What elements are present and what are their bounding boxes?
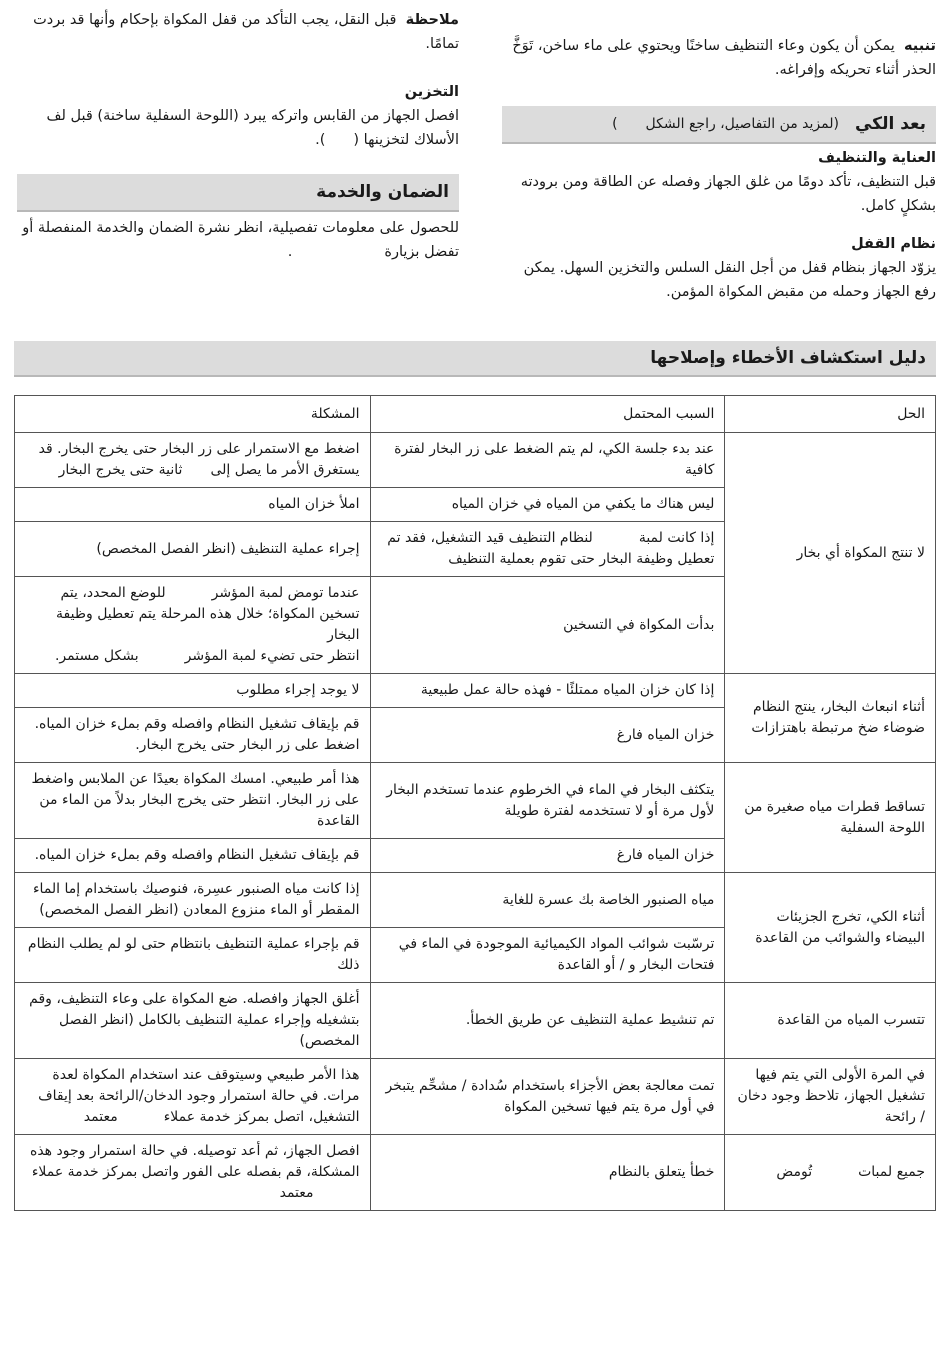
troubleshooting-title: دليل استكشاف الأخطاء وإصلاحها [650, 348, 926, 368]
solution-cell: قم بإيقاف تشغيل النظام وافصله وقم بملء خزان المياه. اضغط على زر البخار حتى يخرج البخار. [15, 708, 371, 763]
solution-cell: هذا أمر طبيعي. امسك المكواة بعيدًا عن الملابس واضغط على زر البخار. انتظر حتى يخرج البخار بدلاً من الماء من القاعدة [15, 763, 371, 839]
warranty-title: الضمان والخدمة [316, 182, 449, 202]
lock-text: يزوّد الجهاز بنظام قفل من أجل النقل السلس والتخزين السهل. يمكن رفع الجهاز وحمله من مقبض المكواة المؤمن. [523, 260, 936, 300]
problem-cell: جميع لمباتتُومض [725, 1135, 936, 1211]
solution-cell: إذا كانت مياه الصنبور عسِرة، فنوصيك باستخدام إما الماء المقطر أو الماء منزوع المعادن (انظر الفصل المخصص) [15, 873, 371, 928]
caution-text: يمكن أن يكون وعاء التنظيف ساخنًا ويحتوي على ماء ساخن، تَوَخَّ الحذر أثناء تحريكه وإفراغه. [512, 38, 936, 78]
problem-cell: تتسرب المياه من القاعدة [725, 983, 936, 1059]
table-row [15, 763, 936, 839]
cause-cell: مياه الصنبور الخاصة بك عسرة للغاية [370, 873, 725, 928]
problem-cell: في المرة الأولى التي يتم فيها تشغيل الجهاز، تلاحظ وجود دخان / رائحة [725, 1059, 936, 1135]
cause-cell: إذا كان خزان المياه ممتلئًا - فهذه حالة عمل طبيعية [370, 674, 725, 708]
warranty-text: للحصول على معلومات تفصيلية، انظر نشرة الضمان والخدمة المنفصلة أو تفضل بزيارة. [22, 220, 459, 260]
care-text: قبل التنظيف، تأكد دومًا من غلق الجهاز وفصله عن الطاقة ومن برودته بشكلٍ كامل. [520, 174, 936, 214]
cause-cell: خطأ يتعلق بالنظام [370, 1135, 725, 1211]
problem-cell: تساقط قطرات مياه صغيرة من اللوحة السفلية [725, 763, 936, 873]
table-row [15, 1059, 936, 1135]
cause-cell: بدأت المكواة في التسخين [370, 577, 725, 674]
right-column [502, 34, 936, 314]
troubleshooting-header [14, 341, 936, 377]
solution-cell: املأ خزان المياه [15, 488, 371, 522]
table-row [15, 433, 936, 488]
after-ironing-header [502, 106, 936, 144]
note-text: قبل النقل، يجب التأكد من قفل المكواة بإحكام وأنها قد بردت تمامًا. [33, 12, 459, 52]
table-header-row [15, 396, 936, 433]
solution-cell: قم بإجراء عملية التنظيف بانتظام حتى لو لم يطلب النظام ذلك [15, 928, 371, 983]
caution-paragraph [502, 34, 936, 82]
cause-cell: يتكثف البخار في الماء في الخرطوم عندما تستخدم البخار لأول مرة أو لا تستخدمه لفترة طويلة [370, 763, 725, 839]
solution-cell: أغلق الجهاز وافصله. ضع المكواة على وعاء التنظيف، وقم بتشغيله وإجراء عملية التنظيف بالكامل (انظر الفصل المخصص) [15, 983, 371, 1059]
problem-cell: لا تنتج المكواة أي بخار [725, 433, 936, 674]
cause-cell: ترسّبت شوائب المواد الكيميائية الموجودة في الماء في فتحات البخار و / أو القاعدة [370, 928, 725, 983]
header-solution: الحل [725, 396, 936, 433]
storage-text: افصل الجهاز من القابس واتركه يبرد (اللوحة السفلية ساخنة) قبل لف الأسلاك لتخزينها (). [46, 108, 459, 148]
after-ironing-note: (لمزيد من التفاصيل، راجع الشكل) [612, 116, 839, 132]
note-label: ملاحظة [405, 12, 459, 28]
lock-title: نظام القفل [851, 236, 936, 252]
header-cause: السبب المحتمل [370, 396, 725, 433]
solution-cell: اضغط مع الاستمرار على زر البخار حتى يخرج البخار. قد يستغرق الأمر ما يصل إلىثانية حتى يخرج البخار [15, 433, 371, 488]
problem-cell: أثناء انبعاث البخار، ينتج النظام ضوضاء ضخ مرتبطة باهتزازات [725, 674, 936, 763]
cause-cell: تمت معالجة بعض الأجزاء باستخدام سُدادة / مشحِّم يتبخر في أول مرة يتم فيها تسخين المكواة [370, 1059, 725, 1135]
solution-cell: هذا الأمر طبيعي وسيتوقف عند استخدام المكواة لعدة مرات. في حالة استمرار وجود الدخان/الرائحة بعد إيقاف التشغيل، اتصل بمركز خدمة عملاءمعتمد [15, 1059, 371, 1135]
after-ironing-title: بعد الكي [854, 114, 926, 134]
table-row [15, 873, 936, 928]
table-row [15, 1135, 936, 1211]
table-row [15, 674, 936, 708]
problem-cell: أثناء الكي، تخرج الجزيئات البيضاء والشوائب من القاعدة [725, 873, 936, 983]
solution-cell: عندما تومض لمبة المؤشرللوضع المحدد، يتم تسخين المكواة؛ خلال هذه المرحلة يتم تعطيل وظيفة البخار انتظر حتى تضيء لمبة المؤشربشكل مستمر. [15, 577, 371, 674]
cause-cell: خزان المياه فارغ [370, 839, 725, 873]
solution-cell: قم بإيقاف تشغيل النظام وافصله وقم بملء خزان المياه. [15, 839, 371, 873]
cause-cell: تم تنشيط عملية التنظيف عن طريق الخطأ. [370, 983, 725, 1059]
note-paragraph [17, 8, 459, 56]
cause-cell: إذا كانت لمبةلنظام التنظيف قيد التشغيل، فقد تم تعطيل وظيفة البخار حتى تقوم بعملية التنظيف [370, 522, 725, 577]
care-title: العناية والتنظيف [818, 150, 936, 166]
table-row [15, 983, 936, 1059]
solution-cell: افصل الجهاز، ثم أعد توصيله. في حالة استمرار وجود هذه المشكلة، قم بفصله على الفور واتصل بمركز خدمة عملاءمعتمد [15, 1135, 371, 1211]
troubleshooting-table [14, 395, 936, 1211]
solution-cell: لا يوجد إجراء مطلوب [15, 674, 371, 708]
warranty-header [17, 174, 459, 212]
cause-cell: عند بدء جلسة الكي، لم يتم الضغط على زر البخار لفترة كافية [370, 433, 725, 488]
header-problem: المشكلة [15, 396, 371, 433]
cause-cell: خزان المياه فارغ [370, 708, 725, 763]
solution-cell: إجراء عملية التنظيف (انظر الفصل المخصص) [15, 522, 371, 577]
storage-title: التخزين [404, 84, 459, 100]
caution-label: تنبيه [904, 38, 936, 54]
left-column [17, 8, 459, 274]
cause-cell: ليس هناك ما يكفي من المياه في خزان المياه [370, 488, 725, 522]
